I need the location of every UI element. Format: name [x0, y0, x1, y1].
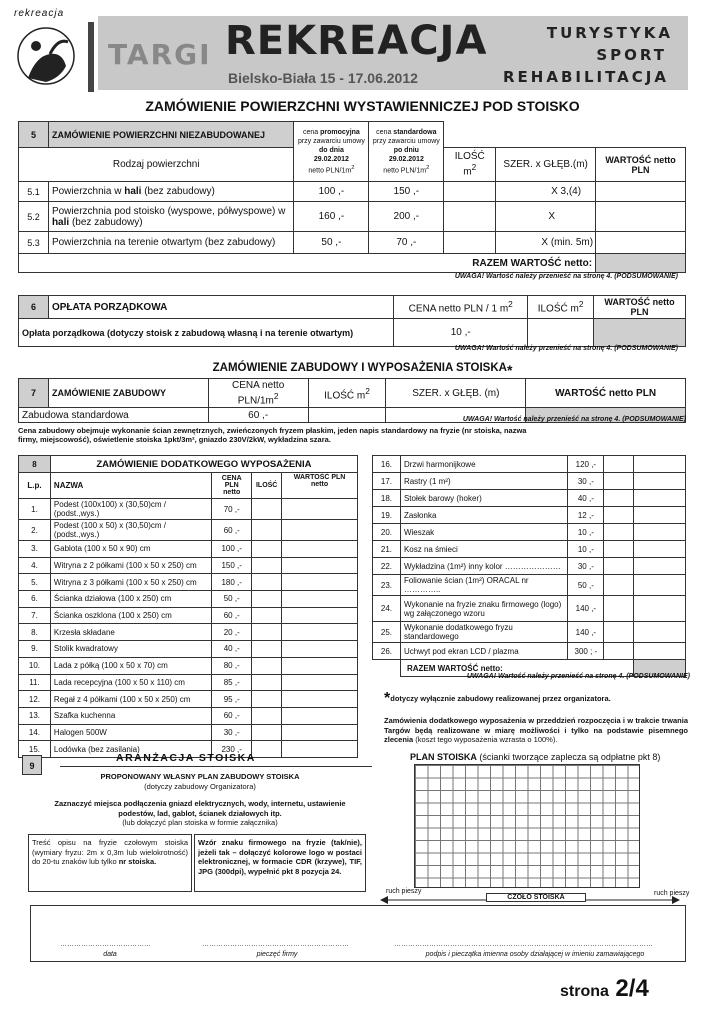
sec8-col-qty: ILOŚĆ — [252, 473, 282, 499]
item-value-input[interactable] — [282, 520, 358, 541]
item-qty-input[interactable] — [604, 575, 634, 596]
sec6-value-label: WARTOŚĆ netto PLN — [594, 296, 686, 319]
item-lp: 24. — [373, 596, 401, 622]
sec5-table — [18, 121, 686, 273]
word-rehabilitacja: REHABILITACJA — [503, 68, 669, 86]
item-qty-input[interactable] — [252, 607, 282, 624]
item-name: Lada z półką (100 x 50 x 70) cm — [50, 657, 211, 674]
item-qty-input[interactable] — [604, 541, 634, 558]
table-row — [19, 674, 358, 691]
sec7-price-label: CENA netto PLN/$1m^2$ — [208, 379, 308, 408]
table-row — [373, 596, 686, 622]
item-lp: 1. — [19, 499, 51, 520]
item-value-input[interactable] — [282, 574, 358, 591]
divider-bar — [88, 22, 94, 92]
row-lp: 5.2 — [19, 202, 49, 232]
rekreacja-logo — [6, 8, 84, 88]
item-name: Krzesła składane — [50, 624, 211, 641]
item-qty-input[interactable] — [252, 574, 282, 591]
sec7-size-label: SZER. x GŁĘB. (m) — [386, 379, 526, 408]
item-lp: 21. — [373, 541, 401, 558]
sec9-title-underline — [60, 766, 372, 767]
item-price: 60 ,- — [212, 520, 252, 541]
place-date: Bielsko-Biała 15 - 17.06.2012 — [228, 70, 418, 86]
row-std-price: 70 ,- — [369, 232, 444, 254]
table-row — [19, 541, 358, 558]
row-qty-input[interactable] — [444, 202, 496, 232]
page-title: ZAMÓWIENIE POWIERZCHNI WYSTAWIENNICZEJ POD STOISKO — [145, 98, 580, 114]
item-name: Drzwi harmonijkowe — [400, 456, 567, 473]
sec9-proposal-sub: (dotyczy zabudowy Organizatora) — [144, 782, 256, 791]
item-value-input[interactable] — [282, 624, 358, 641]
item-qty-input[interactable] — [252, 741, 282, 758]
item-qty-input[interactable] — [604, 507, 634, 524]
item-price: 12 ,- — [568, 507, 604, 524]
sec6-value-input[interactable] — [594, 319, 686, 347]
row-name: Powierzchnia na terenie otwartym (bez zabudowy) — [48, 232, 294, 254]
row-std-price: 200 ,- — [369, 202, 444, 232]
item-price: 95 ,- — [212, 691, 252, 708]
item-price: 60 ,- — [212, 607, 252, 624]
item-name: Wieszak — [400, 524, 567, 541]
row-std-price: 150 ,- — [369, 182, 444, 202]
word-turystyka: TURYSTYKA — [546, 24, 673, 42]
word-sport: SPORT — [596, 46, 667, 64]
item-lp: 26. — [373, 643, 401, 660]
item-price: 50 ,- — [212, 591, 252, 608]
item-qty-input[interactable] — [252, 557, 282, 574]
item-price: 180 ,- — [212, 574, 252, 591]
item-name: Lada recepcyjna (100 x 50 x 110) cm — [50, 674, 211, 691]
sec5-note: UWAGA! Wartość należy przenieść na stronę 4. (PODSUMOWANIE) — [454, 273, 678, 280]
row-value-input[interactable] — [596, 202, 686, 232]
item-name: Lodówka (bez zasilania) — [50, 741, 211, 758]
item-name: Podest (100 x 50) x (30,50)cm / (podst.,wys.) — [50, 520, 211, 541]
sec7-value-label: WARTOŚĆ netto PLN — [526, 379, 686, 408]
item-price: 150 ,- — [212, 557, 252, 574]
sec6-number: 6 — [19, 296, 49, 319]
sec5-kind-label: Rodzaj powierzchni — [19, 148, 294, 182]
plan-label: PLAN STOISKA (ścianki tworzące zaplecza są odpłatne pkt 8) — [410, 752, 661, 762]
item-value-input[interactable] — [282, 607, 358, 624]
sec7-row-price: 60 ,- — [208, 408, 308, 423]
item-lp: 5. — [19, 574, 51, 591]
item-lp: 17. — [373, 473, 401, 490]
sec7-qty-label: ILOŚĆ $m^2$ — [308, 379, 386, 408]
table-row — [19, 557, 358, 574]
item-name: Zasłonka — [400, 507, 567, 524]
row-promo-price: 100 ,- — [294, 182, 369, 202]
item-price: 30 ,- — [568, 473, 604, 490]
item-lp: 15. — [19, 741, 51, 758]
sec6-price-label: CENA netto PLN / 1 $m^2$ — [394, 296, 528, 319]
sec9-mark-note: Zaznaczyć miejsca podłączenia gniazd elektrycznych, wody, internetu, ustawienie podestów, lad, gablot, ścianek działowych itp. (lub dołączyć plan stoiska w formie załącznika) — [54, 799, 346, 827]
item-value-input[interactable] — [634, 524, 686, 541]
sec7-row-name: Zabudowa standardowa — [19, 408, 209, 423]
sec8-col-price: CENA PLN netto — [212, 473, 252, 499]
item-value-input[interactable] — [282, 541, 358, 558]
table-row — [19, 319, 686, 347]
sec5-std-header: cena standardowa przy zawarciu umowy po dniu 29.02.2012 netto PLN/$1m^2$ — [369, 122, 444, 182]
item-price: 10 ,- — [568, 541, 604, 558]
item-value-input[interactable] — [282, 674, 358, 691]
item-qty-input[interactable] — [252, 499, 282, 520]
sec5-value-label: WARTOŚĆ netto PLN — [596, 148, 686, 182]
date-dots[interactable]: ………………………………… — [60, 941, 151, 948]
item-lp: 11. — [19, 674, 51, 691]
header — [0, 0, 725, 95]
table-row — [373, 575, 686, 596]
plan-grid[interactable] — [414, 764, 640, 888]
sec5-total-label: RAZEM WARTOŚĆ netto: — [19, 254, 596, 273]
item-value-input[interactable] — [282, 724, 358, 741]
stamp-dots[interactable]: ……………………………………………………… — [202, 941, 349, 948]
item-qty-input[interactable] — [252, 691, 282, 708]
item-price: 140 ,- — [568, 596, 604, 622]
item-value-input[interactable] — [634, 456, 686, 473]
sec8-left-table — [18, 455, 358, 758]
item-qty-input[interactable] — [604, 622, 634, 643]
table-row — [19, 724, 358, 741]
item-qty-input[interactable] — [604, 456, 634, 473]
row-size-input[interactable]: X — [496, 202, 596, 232]
sec7-title: ZAMÓWIENIE ZABUDOWY — [48, 379, 208, 408]
item-lp: 7. — [19, 607, 51, 624]
item-price: 30 ,- — [212, 724, 252, 741]
item-qty-input[interactable] — [252, 591, 282, 608]
stamp-caption: pieczęć firmy — [256, 951, 298, 958]
item-name: Gablota (100 x 50 x 90) cm — [50, 541, 211, 558]
logo-figure-icon — [6, 8, 84, 88]
item-name: Wykonanie dodatkowego fryzu standardowego — [400, 622, 567, 643]
item-name: Ścianka działowa (100 x 250) cm — [50, 591, 211, 608]
table-row — [373, 507, 686, 524]
item-qty-input[interactable] — [604, 473, 634, 490]
page-number: strona 2/4 — [560, 975, 649, 1002]
item-name: Stolik kwadratowy — [50, 641, 211, 658]
item-name: Stołek barowy (hoker) — [400, 490, 567, 507]
item-name: Ścianka oszklona (100 x 250) cm — [50, 607, 211, 624]
table-row — [19, 499, 358, 520]
table-row — [373, 541, 686, 558]
item-lp: 9. — [19, 641, 51, 658]
date-caption: data — [103, 951, 117, 958]
table-row — [19, 691, 358, 708]
sec6-row-name: Opłata porządkowa (dotyczy stoisk z zabudową własną i na terenie otwartym) — [19, 319, 394, 347]
signature-caption: podpis i pieczątka imienna osoby działającej w imieniu zamawiającego — [425, 951, 645, 958]
rekreacja-word: REKREACJA — [225, 18, 488, 64]
row-lp: 5.1 — [19, 182, 49, 202]
item-lp: 20. — [373, 524, 401, 541]
sec9-proposal: PROPONOWANY WŁASNY PLAN ZABUDOWY STOISKA — [100, 772, 300, 781]
item-name: Rastry (1 m²) — [400, 473, 567, 490]
sec6-title: OPŁATA PORZĄDKOWA — [48, 296, 393, 319]
sec9-title: ARANŻACJA STOISKA — [116, 752, 256, 764]
item-lp: 10. — [19, 657, 51, 674]
item-lp: 22. — [373, 558, 401, 575]
item-lp: 8. — [19, 624, 51, 641]
table-row — [19, 624, 358, 641]
item-qty-input[interactable] — [604, 558, 634, 575]
sec8-title: ZAMÓWIENIE DODATKOWEGO WYPOSAŻENIA — [50, 456, 357, 473]
sec6-table — [18, 295, 686, 347]
sec8-col-value: WARTOŚĆ PLN netto — [282, 473, 358, 499]
table-row — [19, 707, 358, 724]
sec9-number: 9 — [22, 755, 42, 775]
item-lp: 4. — [19, 557, 51, 574]
item-price: 80 ,- — [212, 657, 252, 674]
sec5-number: 5 — [19, 122, 49, 148]
item-lp: 2. — [19, 520, 51, 541]
item-lp: 3. — [19, 541, 51, 558]
item-qty-input[interactable] — [604, 490, 634, 507]
item-value-input[interactable] — [634, 596, 686, 622]
item-price: 60 ,- — [212, 707, 252, 724]
item-lp: 25. — [373, 622, 401, 643]
item-value-input[interactable] — [282, 499, 358, 520]
sec5-promo-header: cena promocyjna przy zawarciu umowy do dnia 29.02.2012 netto PLN/$1m^2$ — [294, 122, 369, 182]
table-row — [373, 643, 686, 660]
sec7-number: 7 — [19, 379, 49, 408]
item-name: Szafka kuchenna — [50, 707, 211, 724]
item-name: Uchwyt pod ekran LCD / plazma — [400, 643, 567, 660]
sec6-qty-label: ILOŚĆ $m^2$ — [528, 296, 594, 319]
row-size-input[interactable]: X (min. 5m) — [496, 232, 596, 254]
item-qty-input[interactable] — [604, 524, 634, 541]
item-qty-input[interactable] — [252, 641, 282, 658]
item-value-input[interactable] — [634, 473, 686, 490]
targi-word: TARGI — [108, 38, 212, 71]
sec8-col-lp: L.p. — [19, 473, 51, 499]
item-qty-input[interactable] — [252, 707, 282, 724]
table-row — [373, 473, 686, 490]
table-row — [19, 520, 358, 541]
sec7-description: Cena zabudowy obejmuje wykonanie ścian zewnętrznych, zwieńczonych fryzem płaskim, jeden napis standardowy na fryzie (nr stoiska, nazwa firmy, miejscowość), oświetlenie stoiska 1pkt/3m², gniazdo 230V/2kW, wykładzina szara. — [18, 426, 527, 444]
item-name: Regał z 4 półkami (100 x 50 x 250) cm — [50, 691, 211, 708]
item-value-input[interactable] — [634, 558, 686, 575]
item-value-input[interactable] — [282, 557, 358, 574]
table-row — [19, 641, 358, 658]
sec8-number: 8 — [19, 456, 51, 473]
table-row — [19, 232, 686, 254]
row-name: Powierzchnia pod stoisko (wyspowe, półwyspowe) w hali (bez zabudowy) — [48, 202, 294, 232]
row-promo-price: 50 ,- — [294, 232, 369, 254]
table-row — [19, 591, 358, 608]
row-value-input[interactable] — [596, 182, 686, 202]
item-qty-input[interactable] — [604, 596, 634, 622]
item-price: 70 ,- — [212, 499, 252, 520]
item-lp: 16. — [373, 456, 401, 473]
item-price: 40 ,- — [568, 490, 604, 507]
table-row — [373, 524, 686, 541]
row-name: Powierzchnia w hali (bez zabudowy) — [48, 182, 294, 202]
item-lp: 23. — [373, 575, 401, 596]
item-value-input[interactable] — [282, 591, 358, 608]
sec8-star-note: *dotyczy wyłącznie zabudowy realizowanej przez organizatora. — [384, 690, 611, 707]
item-price: 20 ,- — [212, 624, 252, 641]
item-qty-input[interactable] — [252, 724, 282, 741]
foot-traffic-left: ruch pieszy — [386, 888, 422, 895]
sec5-total-value[interactable] — [596, 254, 686, 273]
logo-text: rekreacja — [14, 8, 65, 19]
sec8-note: UWAGA! Wartość należy przenieść na stronę 4. (PODSUMOWANIE) — [466, 673, 690, 680]
table-row — [19, 202, 686, 232]
item-value-input[interactable] — [282, 707, 358, 724]
item-lp: 19. — [373, 507, 401, 524]
table-row — [19, 574, 358, 591]
item-lp: 12. — [19, 691, 51, 708]
item-name: Witryna z 2 półkami (100 x 50 x 250) cm — [50, 557, 211, 574]
item-qty-input[interactable] — [604, 643, 634, 660]
signature-dots[interactable]: ………………………………………………………………………………………………… — [394, 941, 653, 948]
item-value-input[interactable] — [282, 657, 358, 674]
sec7-heading: ZAMÓWIENIE ZABUDOWY I WYPOSAŻENIA STOISKA* — [212, 362, 513, 378]
sec8-total-label: RAZEM WARTOŚĆ netto: — [400, 660, 633, 677]
item-price: 30 ,- — [568, 558, 604, 575]
item-name: Halogen 500W — [50, 724, 211, 741]
item-qty-input[interactable] — [252, 674, 282, 691]
stand-front-label: CZOŁO STOISKA — [486, 893, 586, 902]
item-name: Wykładzina (1m²) inny kolor ………………… — [400, 558, 567, 575]
sec6-qty-input[interactable] — [528, 319, 594, 347]
sec7-note: UWAGA! Wartość należy przenieść na stronę 4. (PODSUMOWANIE) — [462, 416, 686, 423]
item-price: 140 ,- — [568, 622, 604, 643]
item-price: 40 ,- — [212, 641, 252, 658]
sec5-size-label: SZER. x GŁĘB.(m) — [496, 148, 596, 182]
sec8-right-table — [372, 455, 686, 677]
item-lp: 14. — [19, 724, 51, 741]
row-qty-input[interactable] — [444, 182, 496, 202]
table-row — [19, 657, 358, 674]
item-price: 100 ,- — [212, 541, 252, 558]
item-price: 85 ,- — [212, 674, 252, 691]
item-value-input[interactable] — [634, 575, 686, 596]
item-qty-input[interactable] — [252, 624, 282, 641]
sec6-row-price: 10 ,- — [394, 319, 528, 347]
item-price: 300 ; - — [568, 643, 604, 660]
item-price: 120 ,- — [568, 456, 604, 473]
item-price: 50 ,- — [568, 575, 604, 596]
row-qty-input[interactable] — [444, 232, 496, 254]
item-value-input[interactable] — [282, 641, 358, 658]
sec5-qty-label: ILOŚĆ $m^2$ — [444, 148, 496, 182]
table-row — [373, 558, 686, 575]
table-row — [19, 607, 358, 624]
item-name: Foliowanie ścian (1m²) ORACAL nr ………….. — [400, 575, 567, 596]
item-value-input[interactable] — [634, 622, 686, 643]
table-row — [373, 490, 686, 507]
foot-traffic-right: ruch pieszy — [654, 890, 690, 897]
row-value-input[interactable] — [596, 232, 686, 254]
row-size-input[interactable]: X 3,(4) — [496, 182, 596, 202]
sec5-title: ZAMÓWIENIE POWIERZCHNI NIEZABUDOWANEJ — [48, 122, 294, 148]
item-value-input[interactable] — [634, 490, 686, 507]
item-value-input[interactable] — [634, 507, 686, 524]
item-value-input[interactable] — [282, 741, 358, 758]
item-lp: 13. — [19, 707, 51, 724]
item-price: 230 ,- — [212, 741, 252, 758]
sec8-orders-note: Zamówienia dodatkowego wyposażenia w przeddzień rozpoczęcia i w trakcie trwania Targów będą realizowane w miarę możliwości i tylko na podstawie pisemnego zlecenia (koszt tego wyposażenia wzrasta o 100%). — [384, 716, 688, 744]
sec9-logo-box[interactable]: Wzór znaku firmowego na fryzie (tak/nie), jeżeli tak – dołączyć kolorowe logo w postaci elektronicznej, w formacie CDR (krzywe), TIF, JPG (300dpi), wypełnić pkt 8 pozycja 24. — [194, 834, 366, 892]
item-value-input[interactable] — [634, 643, 686, 660]
sec8-col-name: NAZWA — [50, 473, 211, 499]
item-name: Wykonanie na fryzie znaku firmowego (logo) wg załączonego wzoru — [400, 596, 567, 622]
item-name: Podest (100x100) x (30,50)cm / (podst.,wys.) — [50, 499, 211, 520]
item-price: 10 ,- — [568, 524, 604, 541]
table-row — [373, 456, 686, 473]
sec9-frieze-box[interactable]: Treść opisu na fryzie czołowym stoiska (wymiary fryzu: 2m x 0,3m lub wielokrotność) do 20-tu znaków lub tylko nr stoiska. — [28, 834, 192, 892]
item-name: Kosz na śmieci — [400, 541, 567, 558]
item-qty-input[interactable] — [252, 657, 282, 674]
sec6-note: UWAGA! Wartość należy przenieść na stronę 4. (PODSUMOWANIE) — [454, 345, 678, 352]
item-lp: 6. — [19, 591, 51, 608]
item-value-input[interactable] — [634, 541, 686, 558]
row-lp: 5.3 — [19, 232, 49, 254]
item-name: Witryna z 3 półkami (100 x 50 x 250) cm — [50, 574, 211, 591]
item-lp: 18. — [373, 490, 401, 507]
item-value-input[interactable] — [282, 691, 358, 708]
row-promo-price: 160 ,- — [294, 202, 369, 232]
item-qty-input[interactable] — [252, 520, 282, 541]
item-qty-input[interactable] — [252, 541, 282, 558]
table-row — [19, 182, 686, 202]
table-row — [373, 622, 686, 643]
